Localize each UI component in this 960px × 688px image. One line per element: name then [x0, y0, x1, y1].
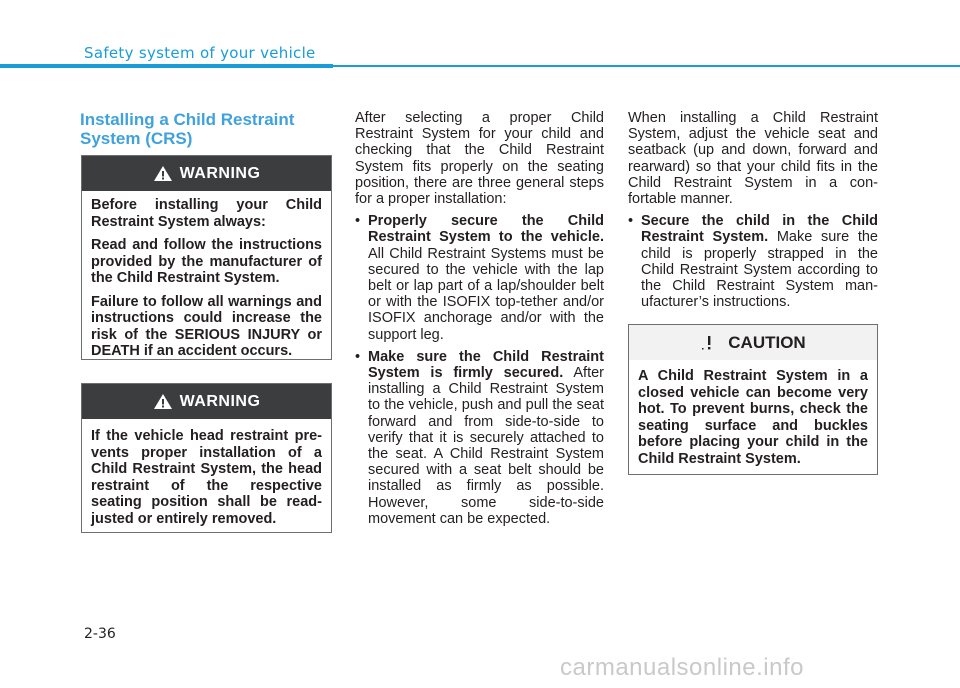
right-column	[628, 110, 878, 314]
running-header: Safety system of your vehicle	[84, 44, 316, 62]
warning-paragraph: Failure to follow all warnings and instructions could increase the risk of the SERIOUS INJURY or DEATH if an accident occurs.	[91, 293, 322, 359]
warning-label: WARNING	[179, 392, 261, 410]
intro-paragraph: After selecting a proper Child Restraint System for your child and checking that the Child Restraint System fits properly on the seating position, there are three general steps for a proper installation:	[355, 110, 604, 208]
step-title: Make sure the Child Restraint System is firmly secured.	[368, 348, 604, 382]
warning-label: WARNING	[179, 164, 261, 182]
warning-paragraph: Before installing your Child Restraint System always:	[91, 197, 322, 230]
watermark: carmanualsonline.info	[560, 654, 804, 681]
caution-box	[628, 324, 878, 475]
caution-text: A Child Restraint System in a closed vehicle can become very hot. To prevent burns, check the seating surface and buckles before placing your child in the Child Restraint System.	[638, 368, 868, 467]
intro-paragraph: When installing a Child Restraint System, adjust the vehicle seat and seatback (up and down, forward and rearward) so that your child fits in the Child Restraint System in a con-fortable manner.	[628, 110, 878, 208]
header-rule-thin	[333, 65, 960, 67]
caution-body	[629, 360, 877, 467]
step-text: After installing a Child Restraint System to the vehicle, push and pull the seat forward and from side-to-side to verify that it is securely attached to the seat. A Child Restraint System secured with a seat belt should be installed as firmly as possible. However, some side-to-side movement can be expected.	[368, 365, 604, 527]
step-item	[355, 349, 604, 527]
middle-column	[355, 110, 604, 531]
step-title: Secure the child in the Child Restraint System.	[641, 213, 878, 246]
warning-triangle-icon	[153, 393, 173, 410]
header-rule-thick	[0, 64, 333, 68]
warning-header	[82, 384, 331, 419]
bullet-dot: •	[355, 213, 361, 230]
bullet-dot: •	[628, 213, 634, 230]
step-text: All Child Restraint Systems must be secured to the vehicle with the lap belt or lap part of a lap/shoulder belt or with the ISOFIX top-tether and/or ISOFIX anchorage and/or with the support leg.	[368, 245, 604, 343]
warning-header	[82, 156, 331, 191]
warning-triangle-icon	[153, 165, 173, 182]
step-item	[355, 213, 604, 343]
step-item	[628, 213, 878, 310]
step-title: Properly secure the Child Restraint System to the vehicle.	[368, 213, 604, 246]
warning-body	[82, 191, 331, 360]
warning-body	[82, 419, 331, 527]
warning-box-1	[81, 155, 332, 360]
step-text: Make sure the child is properly strapped in the Child Restraint System according to the Child Restraint System man-ufacturer’s instructions.	[641, 229, 878, 311]
page-number: 2-36	[84, 626, 116, 642]
bullet-dot: •	[355, 348, 361, 365]
warning-paragraph: Read and follow the instructions provided by the manufacturer of the Child Restraint System.	[91, 237, 322, 286]
warning-paragraph: If the vehicle head restraint pre-vents proper installation of a Child Restraint System, the head restraint of the respective seating position shall be read-justed or entirely removed.	[91, 428, 322, 527]
warning-box-2	[81, 383, 332, 533]
section-title: Installing a Child Restraint System (CRS)	[80, 110, 295, 148]
caution-exclamation-icon	[700, 334, 718, 352]
caution-label: CAUTION	[728, 332, 806, 352]
caution-header	[629, 325, 877, 360]
